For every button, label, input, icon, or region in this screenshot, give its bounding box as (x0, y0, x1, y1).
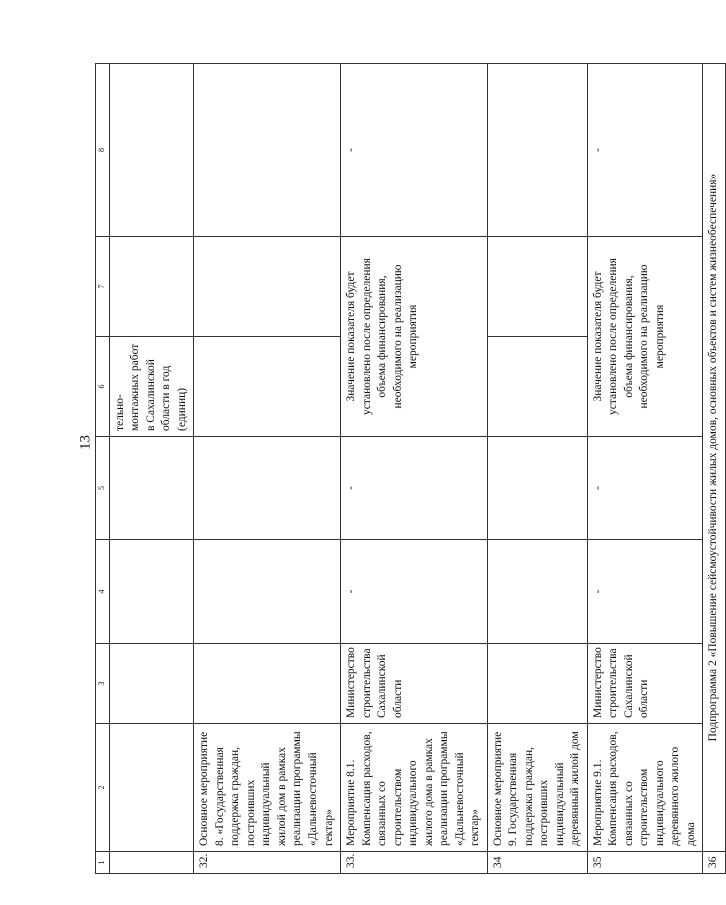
row-cell (194, 64, 341, 237)
row-cell (194, 337, 341, 437)
row-cell (487, 64, 587, 237)
subprogram-title: Подпрограмма 2 «Повышение сейсмоустойчивости жилых домов, основных объектов и систем жизнеобеспечения» (703, 64, 726, 852)
row-number: 36 (703, 852, 726, 874)
row-cell (487, 540, 587, 644)
column-header: 6 (96, 337, 110, 437)
row-cell (487, 437, 587, 540)
row-cell (109, 540, 194, 644)
row-executor: Министерство строительства Сахалинской области (587, 644, 703, 724)
row-name: Основное мероприятие 9. Государственная поддержка граждан, построивших индивидуальный деревянный жилой дом (487, 724, 587, 852)
row-executor: Министерство строительства Сахалинской области (341, 644, 488, 724)
column-header: 2 (96, 724, 110, 852)
column-header: 7 (96, 237, 110, 337)
row-cell (109, 64, 194, 237)
row-cell (194, 237, 341, 337)
row-cell: - (587, 540, 703, 644)
rotated-table-sheet (95, 64, 720, 874)
row-cell: - (587, 437, 703, 540)
table-row (587, 64, 703, 874)
page-number: 13 (77, 435, 94, 450)
row-cell (194, 437, 341, 540)
table-row (341, 64, 488, 874)
row-cell: - (341, 64, 488, 237)
row-indicator-note: Значение показателя будет установлено после определения объема финансирования, необходимого на реализацию мероприятия (341, 237, 488, 437)
column-header: 1 (96, 852, 110, 874)
column-header: 8 (96, 64, 110, 237)
row-indicator: тельно-монтажных работ в Сахалинской области в год (единиц) (109, 337, 194, 437)
row-name: Основное мероприятие 8. «Государственная поддержка граждан, построивших индивидуальный жилой дом в рамках реализации программы «Дальневосточный гектар» (194, 724, 341, 852)
row-cell (109, 437, 194, 540)
row-cell: - (587, 64, 703, 237)
row-indicator-note: Значение показателя будет установлено после определения объема финансирования, необходимого на реализацию мероприятия (587, 237, 703, 437)
indicator-table (95, 63, 726, 874)
row-cell (487, 337, 587, 437)
row-name: Мероприятие 9.1. Компенсация расходов, связанных со строительством индивидуального деревянного жилого дома (587, 724, 703, 852)
row-name: Мероприятие 8.1. Компенсация расходов, связанных со строительством индивидуального жилого дома в рамках реализации программы «Дальневосточный гектар» (341, 724, 488, 852)
subprogram-row (703, 64, 726, 874)
row-cell (487, 237, 587, 337)
table-row (109, 64, 194, 874)
row-executor (109, 644, 194, 724)
row-executor (194, 644, 341, 724)
row-cell (109, 237, 194, 337)
row-number (109, 852, 194, 874)
row-cell: - (341, 437, 488, 540)
table-row (194, 64, 341, 874)
row-cell (194, 540, 341, 644)
row-number: 35 (587, 852, 703, 874)
column-header: 4 (96, 540, 110, 644)
column-header-row (96, 64, 110, 874)
row-number: 34 (487, 852, 587, 874)
row-number: 32. (194, 852, 341, 874)
row-number: 33. (341, 852, 488, 874)
row-name (109, 724, 194, 852)
row-cell: - (341, 540, 488, 644)
column-header: 3 (96, 644, 110, 724)
row-executor (487, 644, 587, 724)
column-header: 5 (96, 437, 110, 540)
table-row (487, 64, 587, 874)
